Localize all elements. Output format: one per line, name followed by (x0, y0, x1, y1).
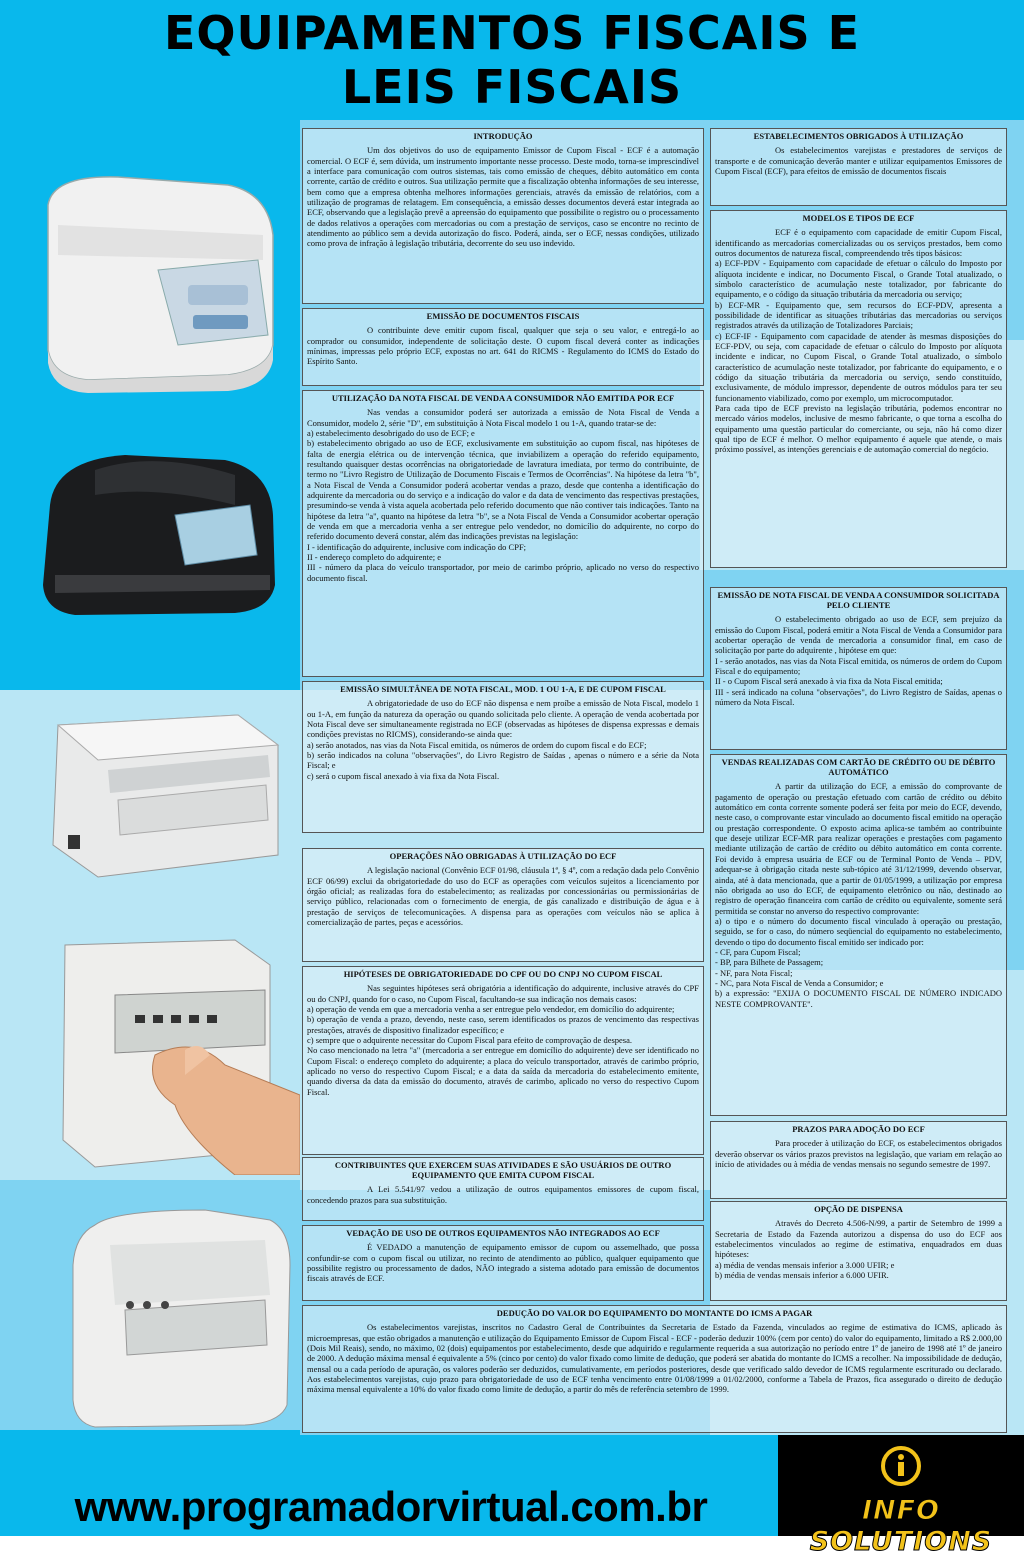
section-title: DEDUÇÃO DO VALOR DO EQUIPAMENTO DO MONTANTE DO ICMS A PAGAR (496, 1308, 813, 1318)
section-hipoteses-cpf (302, 966, 704, 1155)
section-paragraph: Para cada tipo de ECF previsto na legislação tributária, podemos encontrar no mercado vários modelos, inclusive de mesmo fabricante, o que torna a escolha do equipamento uma questão particular do comerciante, ou seja, não há como dizer qual tipo de ECF é melhor. O melhor equipamento é aquele que atende, o mais próximo possível, as intenções gerenciais e de automação comercial do negócio. (715, 403, 1002, 455)
section-paragraph: a) média de vendas mensais inferior a 3.000 UFIR; e (715, 1259, 895, 1270)
section-emissao-simultanea (302, 681, 704, 833)
section-paragraph: - CF, para Cupom Fiscal; (715, 946, 801, 957)
section-paragraph: III - número da placa do veículo transportador, por meio de carimbo próprio, aplicado no verso do respectivo documento fiscal. (307, 562, 699, 583)
page-title (80, 6, 944, 114)
section-paragraph: - NC, para Nota Fiscal de Venda a Consumidor; e (715, 977, 884, 988)
section-title: ESTABELECIMENTOS OBRIGADOS À UTILIZAÇÃO (753, 131, 964, 141)
section-modelos (710, 210, 1007, 568)
printer-image-3 (38, 705, 283, 880)
section-paragraph: a) serão anotados, nas vias da Nota Fiscal emitida, os números de ordem do cupom fiscal e do ECF; (307, 739, 647, 750)
section-title: MODELOS E TIPOS DE ECF (802, 213, 915, 223)
printer-image-5 (55, 1205, 295, 1430)
section-paragraph: A partir da utilização do ECF, a emissão do comprovante de pagamento de operação ou prestação efetuado com cartão de crédito ou débito automático em conta corrente somente poderá ser feita por meio do ECF, devendo, neste caso, o comprovante estar vinculado ao documento fiscal emitido na operação ou prestação correspondente. O exposto acima aplica-se também ao contribuinte que deseje utilizar ECF-MR para realizar operações e prestações com pagamento mediante utilização de cartão de crédito ou débito automático em conta corrente. Foi devido à empresa usuária de ECF ou de Terminal Ponto de Venda – PDV, adequar-se à obrigação citada neste sub-tópico até 31/12/1999, devendo observar, ainda, até à data mencionada, que a partir de 01/05/1999, a utilização por empresa não obrigada ao uso do ECF, de equipamento eletrônico ou não, destinado ao registro de operação financeira com cartão de crédito ou equivalente, somente será permitida se constar no anverso do respectivo comprovante: (715, 781, 1002, 916)
section-paragraph: É VEDADO a manutenção de equipamento emissor de cupom ou assemelhado, que possa confundir-se com o cupom fiscal ou utilizar, no recinto de atendimento ao público, qualquer equipamento que possibilite registro ou processamento de dados, NÃO integrado a sistema adotado para emissão de documentos fiscais através de ECF. (307, 1242, 699, 1284)
section-title: EMISSÃO DE NOTA FISCAL DE VENDA A CONSUMIDOR SOLICITADA PELO CLIENTE (717, 590, 1000, 611)
section-deducao (302, 1305, 1007, 1433)
section-title: PRAZOS PARA ADOÇÃO DO ECF (792, 1124, 925, 1134)
printer-image-2 (35, 435, 280, 620)
printer-image-1 (28, 165, 278, 395)
section-paragraph: b) ECF-MR - Equipamento que, sem recursos do ECF-PDV, apresenta a possibilidade de identificar as situações tributárias das mercadorias ou serviços registrados através da utilização de Totalizadores Parciais; (715, 299, 1002, 331)
title-line-1: EQUIPAMENTOS FISCAIS E (163, 6, 861, 60)
section-paragraph: b) média de vendas mensais inferior a 6.000 UFIR. (715, 1269, 889, 1280)
section-paragraph: Nas seguintes hipóteses será obrigatória a identificação do adquirente, inclusive através do CPF ou do CNPJ, quando for o caso, no Cupom Fiscal, facultando-se sua indicação nos demais casos: (307, 983, 699, 1004)
section-paragraph: b) estabelecimento obrigado ao uso de ECF, exclusivamente em substituição ao cupom fiscal, nas hipóteses de falta de energia elétrica ou de intervenção técnica, que inviabilizem a operação do referido equipamento, resultando quaisquer destas ocorrências na obrigatoriedade de lavratura imediata, por termo do contribuinte, de termo no "Livro Registro de Utilização de Documento Fiscais e Termos de Ocorrências". Na hipótese da letra "b", a Nota Fiscal de Venda a Consumidor poderá acobertar vendas a prazo, desde que contenha a identificação do adquirente da mercadoria ou do serviço e a indicação do valor e da data de vencimento das respectivas prestações, presumindo-se venda à vista aquela acobertada pelo referido documento que não contiver tais indicações. Tanto na hipótese da letra "a", quanto na hipótese da letra "b", se a Nota Fiscal de Venda a Consumidor acobertar operação de venda em que a mercadoria venha a ser entregue pelo vendedor, no domicílio do adquirente, no corpo do referido documento deverá constar, além das indicações previstas na legislação: (307, 438, 699, 542)
section-vendas-cartao (710, 754, 1007, 1116)
section-paragraph: b) a expressão: "EXIJA O DOCUMENTO FISCAL DE NÚMERO INDICADO NESTE COMPROVANTE". (715, 988, 1002, 1009)
section-paragraph: Nas vendas a consumidor poderá ser autorizada a emissão de Nota Fiscal de Venda a Consumidor, modelo 2, série "D", em substituição à Nota Fiscal modelo 1 ou 1-A, quando tratar-se de: (307, 407, 699, 428)
section-paragraph: No caso mencionado na letra "a" (mercadoria a ser entregue em domicílio do adquirente) deve ser identificado no Cupom Fiscal: o endereço completo do adquirente; a placa do veículo transportador, através de carimbo próprio, aplicado no verso do respectivo Cupom Fiscal; e a data da saída da mercadoria do estabelecimento emitente, quando diversa da data da emissão do documento, através de carimbo, aplicado no verso do respectivo Cupom Fiscal. (307, 1045, 699, 1097)
section-title: INTRODUÇÃO (473, 131, 533, 141)
section-paragraph: Os estabelecimentos varejistas, inscritos no Cadastro Geral de Contribuintes da Secretaria de Estado da Fazenda, vinculados ao regime de estimativa do ICMS, aplicado às microempresas, que estão obrigados a manutenção e utilização do Equipamento Emissor de Cupom Fiscal - ECF - poderão deduzir 100% (cem por cento) do valor do equipamento, limitado a R$ 2.000,00 (Dois Mil Reais), sendo, no máximo, 02 (dois) equipamentos por estabelecimento, desde que adquirido e regularmente requerida a sua autorização no período entre 1º de janeiro de 1998 até 1º de janeiro de 2000. A dedução máxima mensal é equivalente a 5% (cinco por cento) do valor fixado como limite de dedução, que poderá ser abatida do montante do ICMS a recolher. Na impossibilidade de dedução, mensal ou a cada período de apuração, os valores poderão ser deduzidos, cumulativamente, em períodos posteriores, desde que verificado saldo devedor de ICMS regularmente escriturado ou declarado. Aos estabelecimentos varejistas, cujo prazo para obrigatoriedade de uso de ECF tenha vencimento entre 01/08/1999 a 01/02/2000, conforme a Tabela de Prazos, fica assegurado o direito de dedução máxima mensal equivalente a 10% do valor fixado como limite de dedução, a partir do mês de referência setembro de 1999. (307, 1322, 1002, 1395)
section-title: EMISSÃO SIMULTÂNEA DE NOTA FISCAL, MOD. 1 OU 1-A, E DE CUPOM FISCAL (340, 684, 666, 694)
section-paragraph: b) serão indicados na coluna "observações", do Livro Registro de Saídas , apenas o número e a série da Nota Fiscal; e (307, 749, 699, 771)
section-opcao-dispensa (710, 1201, 1007, 1301)
section-prazos (710, 1121, 1007, 1199)
section-title: CONTRIBUINTES QUE EXERCEM SUAS ATIVIDADES E SÃO USUÁRIOS DE OUTRO EQUIPAMENTO QUE EMITA CUPOM FISCAL (334, 1160, 672, 1181)
section-paragraph: c) ECF-IF - Equipamento com capacidade de atender às mesmas disposições do ECF-PDV, ou seja, com capacidade de efetuar o cálculo do Imposto por alíquota incidente e indicar, no Cupom Fiscal, o Grande Total atualizado, o símbolo característico de acumulação neste totalizador, por fabricante do equipamento, e o código da situação tributária da mercadoria ou serviço, sendo constituído, exclusivamente, de módulo impressor, dependente de outros módulos para ter seu funcionamento viabilizado, como por exemplo, um microcomputador. (715, 330, 1002, 403)
section-utilizacao-nota (302, 390, 704, 677)
section-paragraph: b) operação de venda a prazo, devendo, neste caso, serem identificados os prazos de vencimento das respectivas prestações, através de dispositivo finalizador específico; e (307, 1014, 699, 1035)
section-paragraph: II - endereço completo do adquirente; e (307, 552, 442, 563)
logo-text: INFO SOLUTIONS (809, 1495, 993, 1557)
section-paragraph: c) será o cupom fiscal anexado à via fixa da Nota Fiscal. (307, 770, 500, 781)
section-estabelecimentos (710, 128, 1007, 206)
section-paragraph: a) operação de venda em que a mercadoria venha a ser entregue pelo vendedor, em domicílio do adquirente; (307, 1003, 675, 1014)
section-paragraph: Através do Decreto 4.506-N/99, a partir de Setembro de 1999 a Secretaria de Estado da Fazenda autorizou a dispensa do uso do ECF aos estabelecimentos vinculados ao regime de estimativa, enquadrados em duas hipóteses: (715, 1218, 1002, 1260)
section-title: OPERAÇÕES NÃO OBRIGADAS À UTILIZAÇÃO DO ECF (389, 851, 617, 861)
section-paragraph: A Lei 5.541/97 vedou a utilização de outros equipamentos emissores de cupom fiscal, concedendo prazos para sua substituição. (307, 1184, 699, 1205)
section-emissao-nota-solicitada (710, 587, 1007, 750)
section-vedacao (302, 1225, 704, 1301)
section-paragraph: Para proceder à utilização do ECF, os estabelecimentos obrigados deverão observar os vários prazos previstos na legislação, que variam em relação ao início de atividades ou à média de vendas mensais no segundo semestre de 1997. (715, 1138, 1002, 1169)
section-paragraph: III - será indicado na coluna "observações", do Livro Registro de Saídas, apenas o número da Nota Fiscal. (715, 686, 1002, 708)
section-title: VENDAS REALIZADAS COM CARTÃO DE CRÉDITO OU DE DÉBITO AUTOMÁTICO (721, 757, 996, 778)
section-title: VEDAÇÃO DE USO DE OUTROS EQUIPAMENTOS NÃO INTEGRADOS AO ECF (346, 1228, 660, 1238)
footer-url[interactable]: www.programadorvirtual.com.br (74, 1483, 708, 1530)
section-paragraph: - NF, para Nota Fiscal; (715, 967, 793, 978)
section-paragraph: a) ECF-PDV - Equipamento com capacidade de efetuar o cálculo do Imposto por alíquota incidente e indicar, no Documento Fiscal, o Grande Total atualizado, o símbolo característico de acumulação neste totalizador, por fabricante do equipamento, e o código da situação tributária da mercadoria ou serviço; (715, 258, 1002, 300)
section-paragraph: Os estabelecimentos varejistas e prestadores de serviços de transporte e de comunicação deverão manter e utilizar equipamentos Emissores de Cupom Fiscal (ECF), para efeitos de emissão de documentos fiscais (715, 145, 1002, 176)
section-operacoes-nao-obrigadas (302, 848, 704, 962)
section-paragraph: O estabelecimento obrigado ao uso de ECF, sem prejuízo da emissão do Cupom Fiscal, poderá emitir a Nota Fiscal de Venda a Consumidor para acobertar operação de venda de mercadoria a consumidor final, em caso de solicitação por parte do adquirente , hipótese em que: (715, 614, 1002, 656)
info-i-icon (880, 1445, 922, 1487)
section-title: OPÇÃO DE DISPENSA (814, 1204, 903, 1214)
title-line-2: LEIS FISCAIS (341, 60, 683, 114)
section-contribuintes (302, 1157, 704, 1221)
section-paragraph: a) estabelecimento desobrigado do uso de ECF; e (307, 427, 475, 438)
section-title: HIPÓTESES DE OBRIGATORIEDADE DO CPF OU DO CNPJ NO CUPOM FISCAL (343, 969, 663, 979)
section-paragraph: I - identificação do adquirente, inclusive com indicação do CPF; (307, 541, 527, 552)
section-paragraph: I - serão anotados, nas vias da Nota Fiscal emitida, os números de ordem do Cupom Fiscal e do equipamento; (715, 655, 1002, 677)
section-title: EMISSÃO DE DOCUMENTOS FISCAIS (426, 311, 580, 321)
section-paragraph: c) sempre que o adquirente necessitar do Cupom Fiscal para efeito de comprovação de despesa. (307, 1034, 633, 1045)
section-introducao (302, 128, 704, 304)
section-paragraph: II - o Cupom Fiscal será anexado à via fixa da Nota Fiscal emitida; (715, 676, 943, 687)
logo (778, 1435, 1024, 1557)
section-paragraph: ECF é o equipamento com capacidade de emitir Cupom Fiscal, identificando as mercadorias comercializadas ou os serviços prestados, bem como outros documentos de natureza fiscal, compreendendo três tipos básicos: (715, 227, 1002, 258)
section-paragraph: O contribuinte deve emitir cupom fiscal, qualquer que seja o seu valor, e entregá-lo ao comprador ou consumidor, independente de solicitação deste. O cupom fiscal deverá conter as indicações mínimas, impressas pelo próprio ECF, expostas no art. 641 do RICMS - Regulamento do ICMS do Estado do Espírito Santo. (307, 325, 699, 367)
printer-image-4 (35, 935, 300, 1175)
section-paragraph: A legislação nacional (Convênio ECF 01/98, cláusula 1ª, § 4º, com a redação dada pelo Convênio ECF 06/99) exclui da obrigatoriedade do uso do ECF as operações com veículos sujeitos a licenciamento por órgão oficial; as realizadas fora do estabelecimento; as realizadas por concessionárias ou permissionárias de serviço público, relacionadas com o fornecimento de energia, de gás canalizado e distribuição de água e à prestação de serviços de telecomunicações. A dispensa para as operações com veículos não se aplica à comercialização de partes, peças e acessórios. (307, 865, 699, 927)
section-paragraph: A obrigatoriedade de uso do ECF não dispensa e nem proíbe a emissão de Nota Fiscal, modelo 1 ou 1-A, em função da natureza da operação ou quando solicitada pelo cliente. A operação de venda acobertada por Nota Fiscal deve ser simultaneamente registrada no ECF (observadas as hipóteses de dispensa expressas e demais condições previstas no RICMS), considerando-se ainda que: (307, 698, 699, 740)
section-title: UTILIZAÇÃO DA NOTA FISCAL DE VENDA A CONSUMIDOR NÃO EMITIDA POR ECF (331, 393, 675, 403)
section-paragraph: - BP, para Bilhete de Passagem; (715, 957, 824, 968)
section-emissao-documentos (302, 308, 704, 386)
section-paragraph: Um dos objetivos do uso de equipamento Emissor de Cupom Fiscal - ECF é a automação comercial. O ECF é, sem dúvida, um instrumento importante nesse processo. Deste modo, torna-se imprescindível a interface para comunicação com outros sistemas, tais como emissão de cheques, débito automático em conta corrente, cartão de crédito e outros. Sua utilização permite que a fiscalização obtenha informações de seu interesse, bem como que a empresa obtenha melhores informações gerenciais, através da emissão de relatórios, com a utilização de programas de relatagem. Em consequência, a emissão desses documentos deverá estar integrada ao ECF, observando que a legislação prevê a apreensão do equipamento que possibilite o registro ou o processamento de dados relativos a operações com mercadorias ou com a prestação de serviços, caso se encontre no recinto de atendimento ao público sem a devida autorização do fisco. Poderá, ainda, ser o ECF, nessas condições, utilizado como prova de infração à legislação tributária, decorrente do seu uso indevido. (307, 145, 699, 249)
section-paragraph: a) o tipo e o número do documento fiscal vinculado à operação ou prestação, seguido, se for o caso, do número seqüencial do equipamento no estabelecimento, devendo o tipo do documento fiscal emitido ser indicado por: (715, 915, 1002, 947)
